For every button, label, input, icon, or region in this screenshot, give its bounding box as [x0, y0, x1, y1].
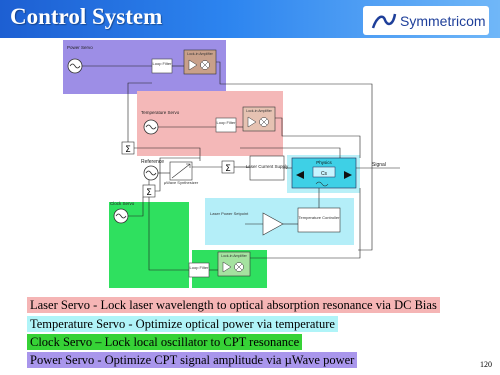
legend-laser-servo: Laser Servo - Lock laser wavelength to optical absorption resonance via DC Bias	[27, 297, 440, 313]
temperature-servo-label: Temperature Servo	[141, 110, 180, 115]
svg-text:Σ: Σ	[146, 188, 152, 198]
power-servo-label: Power Servo	[67, 45, 93, 50]
logo-text: Symmetricom	[400, 13, 486, 29]
svg-text:Σ: Σ	[125, 145, 131, 155]
svg-text:Loop Filter: Loop Filter	[189, 265, 209, 270]
svg-text:Loop Filter: Loop Filter	[152, 61, 172, 66]
svg-text:Σ: Σ	[225, 164, 231, 174]
symmetricom-logo	[363, 6, 489, 35]
svg-text:Signal: Signal	[372, 162, 386, 168]
svg-text:Laser Current Supply: Laser Current Supply	[245, 164, 289, 169]
svg-text:Lock-in Amplifier: Lock-in Amplifier	[246, 109, 272, 113]
slide-title: Control System	[10, 4, 163, 29]
svg-text:Lock-in Amplifier: Lock-in Amplifier	[187, 52, 213, 56]
svg-text:Lock-in Amplifier: Lock-in Amplifier	[221, 254, 247, 258]
svg-text:Loop Filter: Loop Filter	[216, 120, 236, 125]
svg-text:Physics: Physics	[316, 160, 332, 165]
page-number: 120	[480, 360, 492, 369]
svg-text:µWave Synthesizer: µWave Synthesizer	[163, 180, 199, 185]
svg-text:Laser Power Setpoint: Laser Power Setpoint	[210, 211, 249, 216]
reference-label: Reference	[141, 159, 165, 165]
temperature-controller	[298, 208, 340, 232]
svg-text:Temperature Controller: Temperature Controller	[298, 215, 340, 220]
clock-servo-label: Clock Servo	[110, 201, 135, 206]
legend-power-servo: Power Servo - Optimize CPT signal amplitude via µWave power	[27, 352, 357, 368]
legend-temperature-servo: Temperature Servo - Optimize optical power via temperature	[27, 316, 338, 332]
control-system-diagram	[0, 38, 500, 300]
legend-clock-servo: Clock Servo – Lock local oscillator to CPT resonance	[27, 334, 302, 350]
svg-text:Cs: Cs	[320, 171, 328, 177]
